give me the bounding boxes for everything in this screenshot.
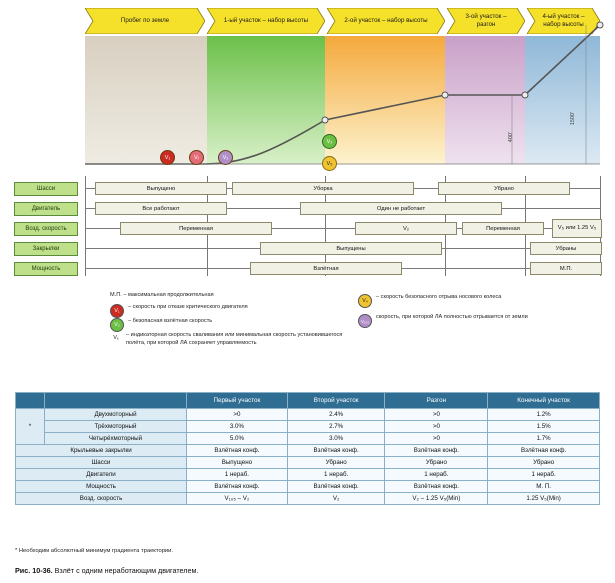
table-cell-value: Взлётная конф. [488, 445, 600, 457]
table-header-cell: Разгон [385, 393, 488, 409]
legend-text: – скорость безопасного отрыва носового колеса [376, 294, 502, 300]
table-row [16, 481, 600, 493]
segment-header-second [327, 8, 445, 34]
table-footnote: * Необходим абсолютный минимум градиента траектории. [15, 548, 174, 554]
table-cell-value: 1.7% [488, 433, 600, 445]
altitude-label-1500: 1500' [570, 112, 576, 126]
row-cell: Переменная [462, 222, 544, 235]
segment-label: 1-ый участок – набор высоты [223, 17, 309, 25]
row-label-flaps: Закрылки [14, 242, 78, 256]
table-row [16, 409, 600, 421]
segment-header-ground-roll [85, 8, 205, 34]
legend-item-mp [110, 292, 340, 300]
table-row [16, 493, 600, 505]
speed-tag-v2: V₂ [322, 134, 337, 149]
table-cell-value: >0 [385, 421, 488, 433]
table-cell-value: 1 нераб. [187, 469, 288, 481]
row-label-power: Мощность [14, 262, 78, 276]
table-cell-value: >0 [187, 409, 288, 421]
legend-text: – скорость при отказе критического двигателя [128, 304, 248, 310]
table-cell-name: Двигатели [16, 469, 187, 481]
table-cell-value: >0 [385, 433, 488, 445]
legend-text: – безопасная взлётная скорость [128, 318, 213, 324]
v4-marker-icon: V₄ [358, 294, 372, 308]
row-cell: Убрано [438, 182, 570, 195]
table-header-cell: Первый участок [187, 393, 288, 409]
table-cell-value: Убрано [488, 457, 600, 469]
segment-band-ground-roll [85, 36, 207, 164]
vlof-marker-icon: V₁₀₅ [358, 314, 372, 328]
altitude-label-400: 400' [508, 132, 514, 143]
row-label-airspeed: Возд. скорость [14, 222, 78, 236]
table-cell-value: М. П. [488, 481, 600, 493]
segment-band-first [207, 36, 325, 164]
table-header-row [16, 393, 600, 409]
vs-marker-icon: Vₓ [113, 335, 119, 341]
row-cell: Уборка [232, 182, 414, 195]
row-cell: Выпущено [95, 182, 227, 195]
table-cell-value: Взлётная конф. [385, 481, 488, 493]
row-cell: М.П. [530, 262, 602, 275]
segment-label: 4-ый участок – набор высоты [542, 13, 585, 28]
segment-label: Пробег по земле [120, 17, 170, 25]
table-row [16, 469, 600, 481]
row-cell: Выпущены [260, 242, 442, 255]
table-cell-value: V₁₀₅ – V₂ [187, 493, 288, 505]
legend-text: М.П. – максимальная продолжительная [110, 292, 214, 298]
legend-item-v1 [110, 304, 340, 318]
table-cell-name: Двухмоторный [45, 409, 187, 421]
configuration-rows [0, 176, 615, 286]
legend-text: – индикаторная скорость сваливания или минимальная скорость установившегося полёта, при которой ЛА сохраняет управляемость [126, 332, 343, 346]
table-cell-value: 3.0% [287, 433, 385, 445]
segment-label: 3-ой участок – разгон [465, 13, 507, 28]
table-cell-star: * [16, 409, 45, 445]
table-cell-value: 2.7% [287, 421, 385, 433]
row-cell: Взлётная [250, 262, 402, 275]
table-header-cell: Конечный участок [488, 393, 600, 409]
legend-text: скорость, при которой ЛА полностью отрывается от земли [376, 314, 528, 320]
segment-header-accel [447, 8, 525, 34]
table-cell-value: >0 [385, 409, 488, 421]
speed-tag-v1: V₁ [160, 150, 175, 165]
table-row [16, 433, 600, 445]
table-row [16, 421, 600, 433]
row-cell: Убраны [530, 242, 602, 255]
table-header-cell [45, 393, 187, 409]
legend-item-vlof [358, 314, 608, 328]
table-cell-name: Крыльевые закрылки [16, 445, 187, 457]
table-cell-value: 1.5% [488, 421, 600, 433]
row-cell: V₂ [355, 222, 457, 235]
table-row [16, 445, 600, 457]
table-cell-name: Возд. скорость [16, 493, 187, 505]
figure-number: Рис. 10-36. [15, 566, 53, 575]
speed-tag-v5: V₅ [322, 156, 337, 171]
table-cell-value: Убрано [385, 457, 488, 469]
table-cell-value: Убрано [287, 457, 385, 469]
row-label-gear: Шасси [14, 182, 78, 196]
legend [0, 292, 615, 362]
row-cell: Один не работает [300, 202, 502, 215]
performance-table [15, 392, 600, 505]
v1-marker-icon: V₁ [110, 304, 124, 318]
figure-caption [15, 566, 198, 575]
segment-label: 2-ой участок – набор высоты [344, 17, 428, 25]
table-cell-value: Выпущено [187, 457, 288, 469]
table-cell-value: 1.25 V₅(Min) [488, 493, 600, 505]
segment-header-final [527, 8, 600, 34]
table-cell-value: 1.2% [488, 409, 600, 421]
table-cell-value: V₂ [287, 493, 385, 505]
segment-band-second [325, 36, 445, 164]
segment-band-accel [445, 36, 525, 164]
table-cell-name: Шасси [16, 457, 187, 469]
table-cell-name: Трёхмоторный [45, 421, 187, 433]
table-cell-value: Взлётная конф. [187, 481, 288, 493]
table-cell-name: Мощность [16, 481, 187, 493]
table-cell-value: 3.0% [187, 421, 288, 433]
table-cell-value: Взлётная конф. [187, 445, 288, 457]
v2-marker-icon: V₂ [110, 318, 124, 332]
table-cell-value: 1 нераб. [287, 469, 385, 481]
table-header-cell [16, 393, 45, 409]
legend-item-v2 [110, 318, 340, 332]
legend-item-v4 [358, 294, 608, 308]
segment-band-final [525, 36, 600, 164]
segment-header-first [207, 8, 325, 34]
row-label-engine: Двигатель [14, 202, 78, 216]
table-cell-value: 1 нераб. [488, 469, 600, 481]
speed-tag-vr: Vᵣ [189, 150, 204, 165]
figure-caption-text: Взлёт с одним неработающим двигателем. [54, 566, 199, 575]
row-cell: Все работают [95, 202, 227, 215]
table-cell-name: Четырёхмоторный [45, 433, 187, 445]
legend-item-vs [110, 332, 345, 347]
row-separator [85, 176, 86, 276]
row-cell: V₅ или 1.25 V₅ [552, 219, 602, 238]
table-cell-value: Взлётная конф. [385, 445, 488, 457]
table-cell-value: 1 нераб. [385, 469, 488, 481]
speed-tag-vlof: V₂ [218, 150, 233, 165]
table-cell-value: V₂ – 1.25 V₅(Min) [385, 493, 488, 505]
table-cell-value: Взлётная конф. [287, 481, 385, 493]
table-row [16, 457, 600, 469]
table-cell-value: Взлётная конф. [287, 445, 385, 457]
table-header-cell: Второй участок [287, 393, 385, 409]
table-cell-value: 5.0% [187, 433, 288, 445]
row-cell: Переменная [120, 222, 272, 235]
table-cell-value: 2.4% [287, 409, 385, 421]
